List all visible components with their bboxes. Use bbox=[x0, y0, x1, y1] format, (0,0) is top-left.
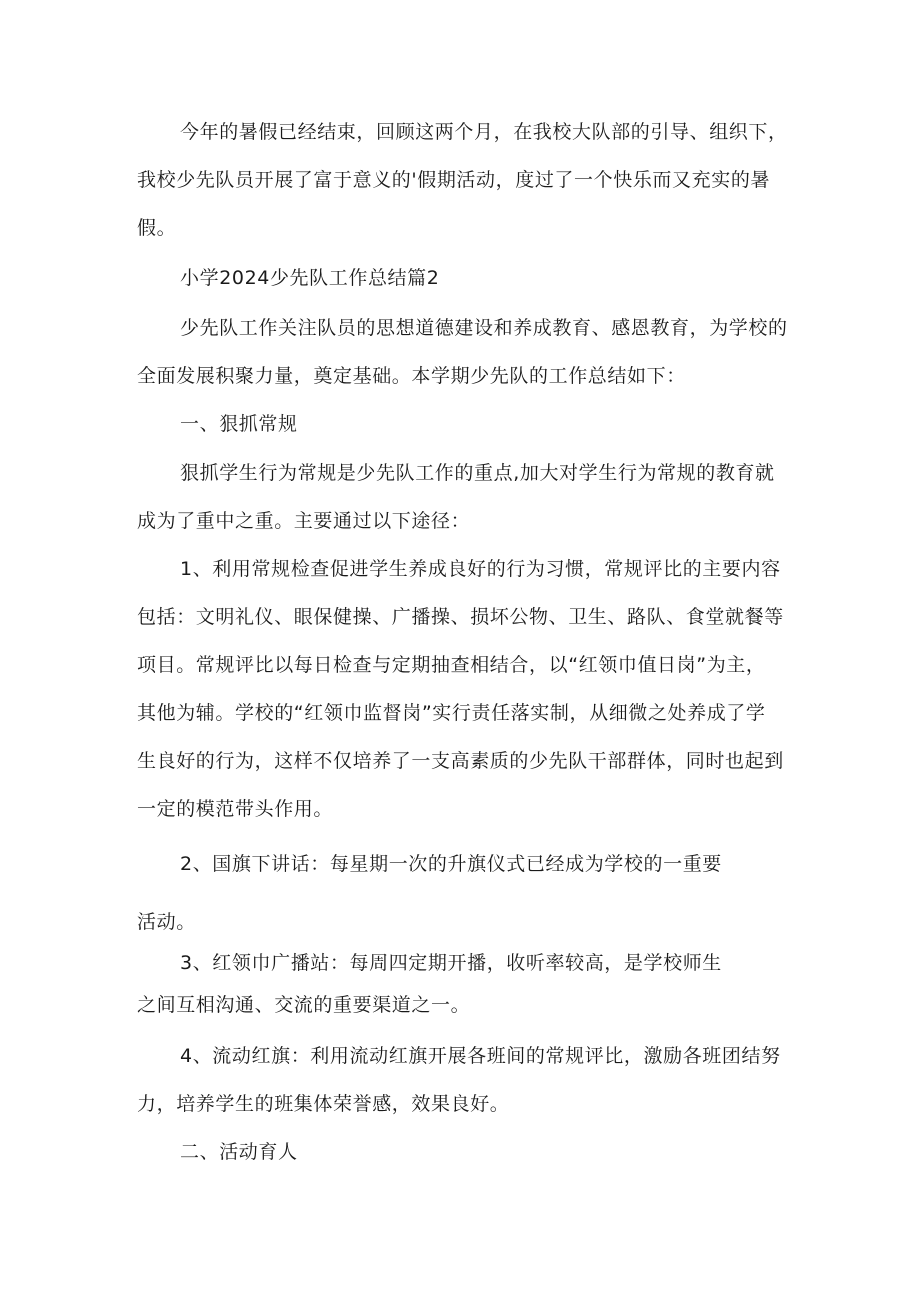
section-heading: 一、狠抓常规 bbox=[180, 413, 298, 435]
text-line: 之间互相沟通、交流的重要渠道之一。 bbox=[137, 994, 471, 1016]
text-line: 包括：文明礼仪、眼保健操、广播操、损坏公物、卫生、路队、食堂就餐等 bbox=[137, 606, 784, 628]
text-line: 一定的模范带头作用。 bbox=[137, 798, 334, 820]
text-line: 3、红领巾广播站：每周四定期开播，收听率较高，是学校师生 bbox=[180, 952, 722, 974]
text-line: 活动。 bbox=[137, 911, 196, 933]
text-line: 今年的暑假已经结束，回顾这两个月，在我校大队部的引导、组织下， bbox=[180, 121, 788, 143]
text-line: 少先队工作关注队员的思想道德建设和养成教育、感恩教育，为学校的 bbox=[180, 317, 788, 339]
text-line: 全面发展积聚力量，奠定基础。本学期少先队的工作总结如下： bbox=[137, 365, 686, 387]
text-line: 成为了重中之重。主要通过以下途径： bbox=[137, 510, 471, 532]
section-title: 小学2024少先队工作总结篇2 bbox=[180, 267, 440, 289]
text-line: 2、国旗下讲话：每星期一次的升旗仪式已经成为学校的一重要 bbox=[180, 853, 722, 875]
text-line: 其他为辅。学校的“红领巾监督岗”实行责任落实制，从细微之处养成了学 bbox=[137, 702, 766, 724]
text-line: 力，培养学生的班集体荣誉感，效果良好。 bbox=[137, 1093, 510, 1115]
text-line: 生良好的行为，这样不仅培养了一支高素质的少先队干部群体，同时也起到 bbox=[137, 750, 784, 772]
text-line: 1、利用常规检查促进学生养成良好的行为习惯，常规评比的主要内容 bbox=[180, 558, 781, 580]
text-line: 4、流动红旗：利用流动红旗开展各班间的常规评比，激励各班团结努 bbox=[180, 1045, 781, 1067]
text-line: 我校少先队员开展了富于意义的'假期活动，度过了一个快乐而又充实的暑 bbox=[137, 169, 771, 191]
section-heading: 二、活动育人 bbox=[180, 1141, 298, 1163]
text-line: 项目。常规评比以每日检查与定期抽查相结合，以“红领巾值日岗”为主， bbox=[137, 654, 766, 676]
text-line: 假。 bbox=[137, 217, 177, 239]
text-line: 狠抓学生行为常规是少先队工作的重点,加大对学生行为常规的教育就 bbox=[180, 462, 775, 484]
